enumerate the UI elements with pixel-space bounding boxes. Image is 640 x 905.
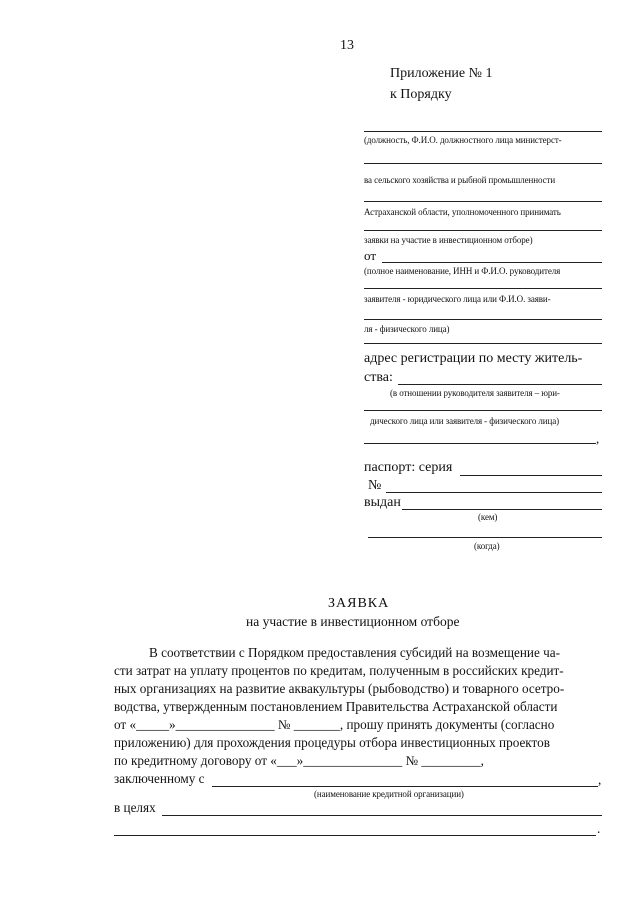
passport-number-line [386, 492, 602, 493]
applicant-line [364, 319, 602, 320]
body-line: по кредитному договору от «___»_______________ № _________, [114, 753, 484, 768]
addressee-caption: ва сельского хозяйства и рыбной промышленности [364, 175, 556, 185]
address-caption: (в отношении руководителя заявителя – юри- [390, 388, 560, 398]
applicant-line [364, 288, 602, 289]
addressee-line [364, 230, 602, 231]
from-label: от [364, 248, 377, 263]
passport-when-caption: (когда) [474, 541, 500, 551]
passport-series-label: паспорт: серия [364, 460, 453, 475]
passport-by-whom-caption: (кем) [478, 512, 498, 522]
addressee-caption: (должность, Ф.И.О. должностного лица министерст- [364, 135, 562, 145]
applicant-caption: заявителя - юридического лица или Ф.И.О. заяви- [364, 294, 551, 304]
passport-number-label: № [368, 478, 382, 493]
purpose-line [162, 815, 602, 816]
application-title: ЗАЯВКА [328, 596, 390, 611]
appendix-title: Приложение № 1 [390, 66, 493, 81]
concluded-with-label: заключенному с [114, 771, 205, 786]
addressee-caption: Астраханской области, уполномоченного принимать [364, 207, 561, 217]
address-line [364, 443, 596, 444]
passport-date-line [368, 537, 602, 538]
passport-issued-label: выдан [364, 495, 401, 510]
bank-name-caption: (наименование кредитной организации) [314, 789, 464, 799]
addressee-line [364, 201, 602, 202]
address-caption: дического лица или заявителя - физического лица) [370, 416, 560, 426]
address-line [398, 384, 602, 385]
purpose-label: в целях [114, 800, 156, 815]
addressee-line [364, 131, 602, 132]
application-subtitle: на участие в инвестиционном отборе [246, 614, 460, 629]
bank-name-comma: , [598, 772, 602, 787]
address-comma: , [596, 431, 600, 446]
address-label-line2: ства: [364, 370, 393, 385]
applicant-line [382, 262, 602, 263]
address-label-line1: адрес регистрации по месту житель- [364, 351, 583, 366]
addressee-caption: заявки на участие в инвестиционном отборе) [364, 235, 533, 245]
body-line: В соответствии с Порядком предоставления субсидий на возмещение ча- [149, 645, 560, 660]
addressee-line [364, 163, 602, 164]
body-line: ных организациях на развитие аквакультуры (рыбоводство) и товарного осетро- [114, 681, 565, 696]
passport-issued-line [402, 509, 602, 510]
address-line [364, 410, 602, 411]
body-line: приложению) для прохождения процедуры отбора инвестиционных проектов [114, 735, 550, 750]
appendix-subtitle: к Порядку [390, 87, 452, 102]
bank-name-line [212, 786, 598, 787]
applicant-caption: (полное наименование, ИНН и Ф.И.О. руководителя [364, 266, 561, 276]
body-line: сти затрат на уплату процентов по кредитам, полученным в российских кредит- [114, 663, 564, 678]
body-line: от «_____»_______________ № _______, прошу принять документы (согласно [114, 717, 555, 732]
passport-series-line [460, 475, 602, 476]
page-number: 13 [340, 38, 354, 53]
applicant-line [364, 343, 602, 344]
body-line: водства, утвержденным постановлением Правительства Астраханской области [114, 699, 558, 714]
applicant-caption: ля - физического лица) [364, 324, 450, 334]
purpose-line-2 [114, 835, 596, 836]
purpose-period: . [597, 821, 601, 836]
